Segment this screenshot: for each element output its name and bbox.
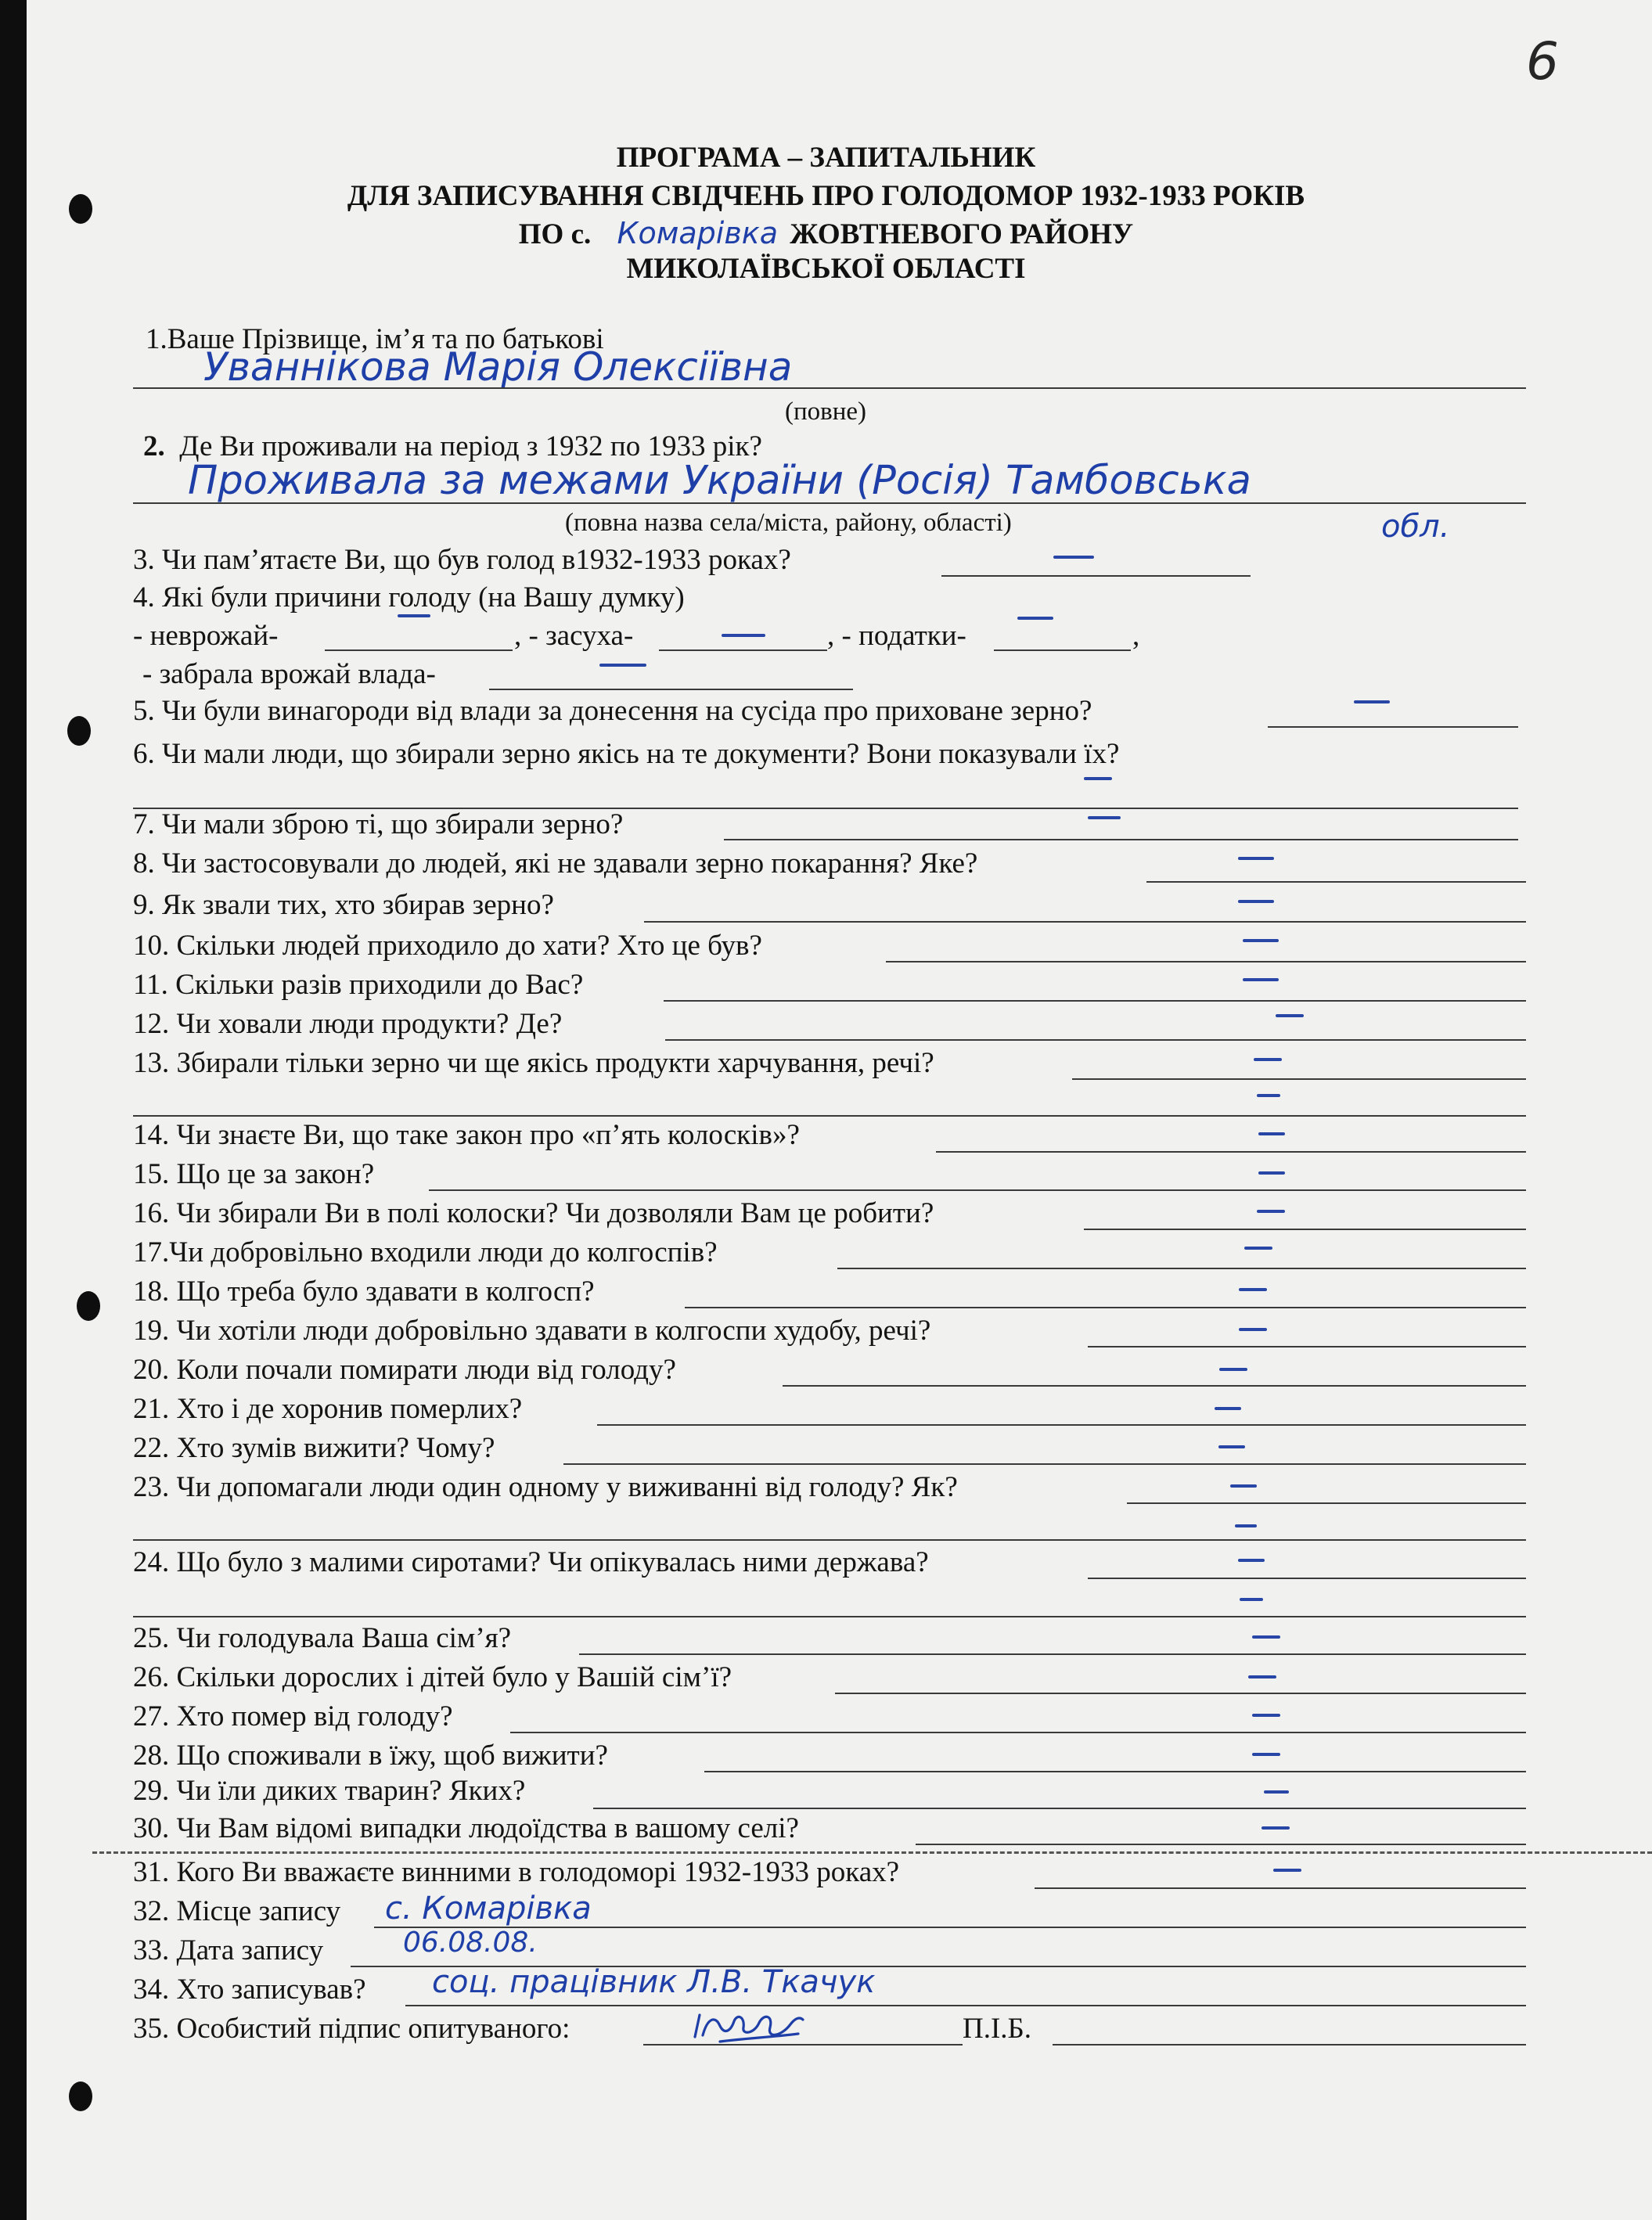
answer-dash <box>398 614 430 617</box>
q16-line <box>1084 1229 1526 1230</box>
answer-dash <box>1230 1484 1257 1488</box>
answer-dash <box>1252 1635 1280 1639</box>
q8-line <box>1146 881 1526 883</box>
q21-line <box>597 1424 1526 1426</box>
q8-label: 8. Чи застосовували до людей, які не здавали зерно покарання? Яке? <box>133 847 978 880</box>
answer-dash <box>1219 1368 1247 1371</box>
q10-label: 10. Скільки людей приходило до хати? Хто це був? <box>133 930 762 962</box>
q2-answer: Проживала за межами України (Росія) Тамбовська <box>188 458 1251 504</box>
answer-dash <box>1017 617 1053 620</box>
answer-dash <box>1248 1675 1276 1678</box>
q4-comma: , <box>1132 620 1140 652</box>
punch-hole <box>77 1291 100 1321</box>
q1-label: 1.Ваше Прізвище, ім’я та по батькові <box>146 323 604 355</box>
answer-dash <box>1239 1328 1267 1331</box>
q1-hint: (повне) <box>785 398 867 426</box>
answer-dash <box>1244 1247 1272 1250</box>
q32-line <box>374 1927 1526 1928</box>
answer-dash <box>1252 1753 1280 1756</box>
q28-line <box>704 1771 1526 1772</box>
q11-label: 11. Скільки разів приходили до Вас? <box>133 969 584 1001</box>
q17-label: 17.Чи добровільно входили люди до колгоспів? <box>133 1236 718 1268</box>
q20-line <box>783 1385 1526 1387</box>
q31-line <box>1035 1887 1526 1889</box>
q23-line <box>1127 1502 1526 1504</box>
q2-question: Де Ви проживали на період з 1932 по 1933 рік? <box>179 430 762 462</box>
q6-label: 6. Чи мали люди, що збирали зерно якісь на те документи? Вони показували їх? <box>133 738 1120 770</box>
answer-dash <box>1257 1094 1280 1097</box>
q34-label: 34. Хто записував? <box>133 1974 366 2006</box>
title-line-2: ДЛЯ ЗАПИСУВАННЯ СВІДЧЕНЬ ПРО ГОЛОДОМОР 1932-1933 РОКІВ <box>347 180 1305 212</box>
q34-line <box>405 2005 1526 2006</box>
q7-line <box>724 839 1518 840</box>
q2-hint: (повна назва села/міста, району, області) <box>565 509 1012 537</box>
q35-pib-label: П.І.Б. <box>963 2013 1032 2045</box>
q32-answer: с. Комарівка <box>385 1891 592 1927</box>
q17-line <box>837 1268 1526 1269</box>
q9-line <box>644 921 1526 923</box>
answer-dash <box>1240 1598 1263 1601</box>
page-number: 6 <box>1526 31 1559 92</box>
q22-line <box>563 1463 1526 1465</box>
answer-dash <box>1084 777 1112 780</box>
q18-line <box>685 1307 1526 1308</box>
q4-option-crop-failure: - неврожай- <box>133 620 279 652</box>
q14-line <box>936 1151 1526 1153</box>
title-district: ЖОВТНЕВОГО РАЙОНУ <box>790 218 1134 250</box>
q4-line-c <box>994 649 1131 651</box>
q5-label: 5. Чи були винагороди від влади за донесення на сусіда про приховане зерно? <box>133 695 1092 727</box>
answer-dash <box>1276 1014 1304 1017</box>
q4-line-d <box>489 689 853 690</box>
answer-dash <box>1238 1559 1265 1562</box>
q4-option-taxes: , - податки- <box>827 620 966 652</box>
q9-label: 9. Як звали тих, хто збирав зерно? <box>133 889 554 921</box>
q7-label: 7. Чи мали зброю ті, що збирали зерно? <box>133 808 624 840</box>
q34-answer: соц. працівник Л.В. Ткачук <box>432 1964 876 2000</box>
q28-label: 28. Що споживали в їжу, щоб вижити? <box>133 1740 608 1772</box>
q19-label: 19. Чи хотіли люди добровільно здавати в колгоспи худобу, речі? <box>133 1315 931 1347</box>
answer-dash <box>1252 1714 1280 1717</box>
q18-label: 18. Що треба було здавати в колгосп? <box>133 1276 595 1308</box>
q33-label: 33. Дата запису <box>133 1934 324 1966</box>
answer-dash <box>599 664 646 667</box>
q33-answer: 06.08.08. <box>403 1927 538 1959</box>
q20-label: 20. Коли почали помирати люди від голоду? <box>133 1354 676 1386</box>
q1-answer: Уваннікова Марія Олексіївна <box>203 344 793 390</box>
q16-label: 16. Чи збирали Ви в полі колоски? Чи дозволяли Вам це робити? <box>133 1197 934 1229</box>
q15-label: 15. Що це за закон? <box>133 1158 375 1190</box>
q23-label: 23. Чи допомагали люди один одному у виживанні від голоду? Як? <box>133 1471 958 1503</box>
q19-line <box>1088 1346 1526 1347</box>
answer-dash <box>1239 1288 1267 1291</box>
q13-label: 13. Збирали тільки зерно чи ще якісь продукти харчування, речі? <box>133 1047 934 1079</box>
answer-dash <box>1235 1524 1257 1527</box>
title-line-4: МИКОЛАЇВСЬКОЇ ОБЛАСТІ <box>626 253 1026 285</box>
answer-dash <box>1243 978 1279 981</box>
q30-label: 30. Чи Вам відомі випадки людоїдства в вашому селі? <box>133 1812 799 1844</box>
q4-label: 4. Які були причини голоду (на Вашу думку) <box>133 581 685 613</box>
q5-line <box>1268 726 1518 728</box>
q35-label: 35. Особистий підпис опитуваного: <box>133 2013 570 2045</box>
title-line-3 <box>0 216 1652 251</box>
q2-answer-continuation: обл. <box>1381 509 1450 545</box>
title-village-prefix: ПО с. <box>518 218 592 250</box>
q15-line <box>429 1189 1526 1191</box>
answer-dash <box>1238 900 1274 903</box>
answer-dash <box>1238 857 1274 860</box>
q4-line-a <box>325 649 513 651</box>
q24-line-2 <box>133 1616 1526 1617</box>
answer-dash <box>1254 1058 1282 1061</box>
q3-label: 3. Чи пам’ятаєте Ви, що був голод в1932-1933 роках? <box>133 544 791 576</box>
answer-dash <box>722 634 765 637</box>
q29-line <box>593 1808 1526 1809</box>
q12-label: 12. Чи ховали люди продукти? Де? <box>133 1008 563 1040</box>
answer-dash <box>1264 1790 1289 1794</box>
q12-line <box>665 1039 1526 1041</box>
answer-dash <box>1258 1171 1285 1175</box>
q2-line <box>133 502 1526 504</box>
answer-dash <box>1261 1826 1290 1830</box>
q25-line <box>579 1653 1526 1655</box>
q13-line-2 <box>133 1115 1526 1117</box>
title-village-handwritten: Комарівка <box>617 216 778 250</box>
q27-label: 27. Хто помер від голоду? <box>133 1700 453 1732</box>
q30-line <box>916 1844 1526 1845</box>
answer-dash <box>1218 1445 1245 1448</box>
q31-label: 31. Кого Ви вважаєте винними в голодоморі 1932-1933 роках? <box>133 1856 900 1888</box>
answer-dash <box>1243 939 1279 942</box>
q26-line <box>835 1693 1526 1694</box>
q27-line <box>510 1732 1526 1733</box>
q32-label: 32. Місце запису <box>133 1895 341 1927</box>
q26-label: 26. Скільки дорослих і дітей було у Вашій сім’ї? <box>133 1661 732 1693</box>
q1-line <box>133 387 1526 389</box>
answer-dash <box>1354 700 1390 703</box>
q23-line-2 <box>133 1539 1526 1541</box>
paper-fold-line <box>92 1851 1652 1854</box>
q13-line <box>1072 1078 1526 1080</box>
q3-line <box>941 575 1251 577</box>
q24-line <box>1088 1578 1526 1579</box>
q29-label: 29. Чи їли диких тварин? Яких? <box>133 1775 526 1807</box>
title-line-1: ПРОГРАМА – ЗАПИТАЛЬНИК <box>616 142 1036 174</box>
q10-line <box>886 961 1526 962</box>
answer-dash <box>1258 1132 1285 1135</box>
answer-dash <box>1053 556 1094 559</box>
q4-option-drought: , - засуха- <box>514 620 634 652</box>
answer-dash <box>1215 1407 1241 1410</box>
q2-number: 2. <box>143 430 165 462</box>
answer-dash <box>1088 816 1121 819</box>
q35-pib-line <box>1053 2044 1526 2045</box>
respondent-signature <box>689 2007 806 2046</box>
q4-line-b <box>659 649 827 651</box>
q11-line <box>664 1000 1526 1002</box>
punch-hole <box>69 2081 92 2111</box>
q25-label: 25. Чи голодувала Ваша сім’я? <box>133 1622 512 1654</box>
q21-label: 21. Хто і де хоронив померлих? <box>133 1393 523 1425</box>
q4-option-harvest-taken: - забрала врожай влада- <box>142 658 436 690</box>
q14-label: 14. Чи знаєте Ви, що таке закон про «п’ять колосків»? <box>133 1119 800 1151</box>
answer-dash <box>1257 1210 1285 1213</box>
answer-dash <box>1273 1869 1301 1872</box>
q24-label: 24. Що було з малими сиротами? Чи опікувалась ними держава? <box>133 1546 929 1578</box>
q22-label: 22. Хто зумів вижити? Чому? <box>133 1432 495 1464</box>
q2-label <box>143 432 762 461</box>
punch-hole <box>67 716 91 746</box>
